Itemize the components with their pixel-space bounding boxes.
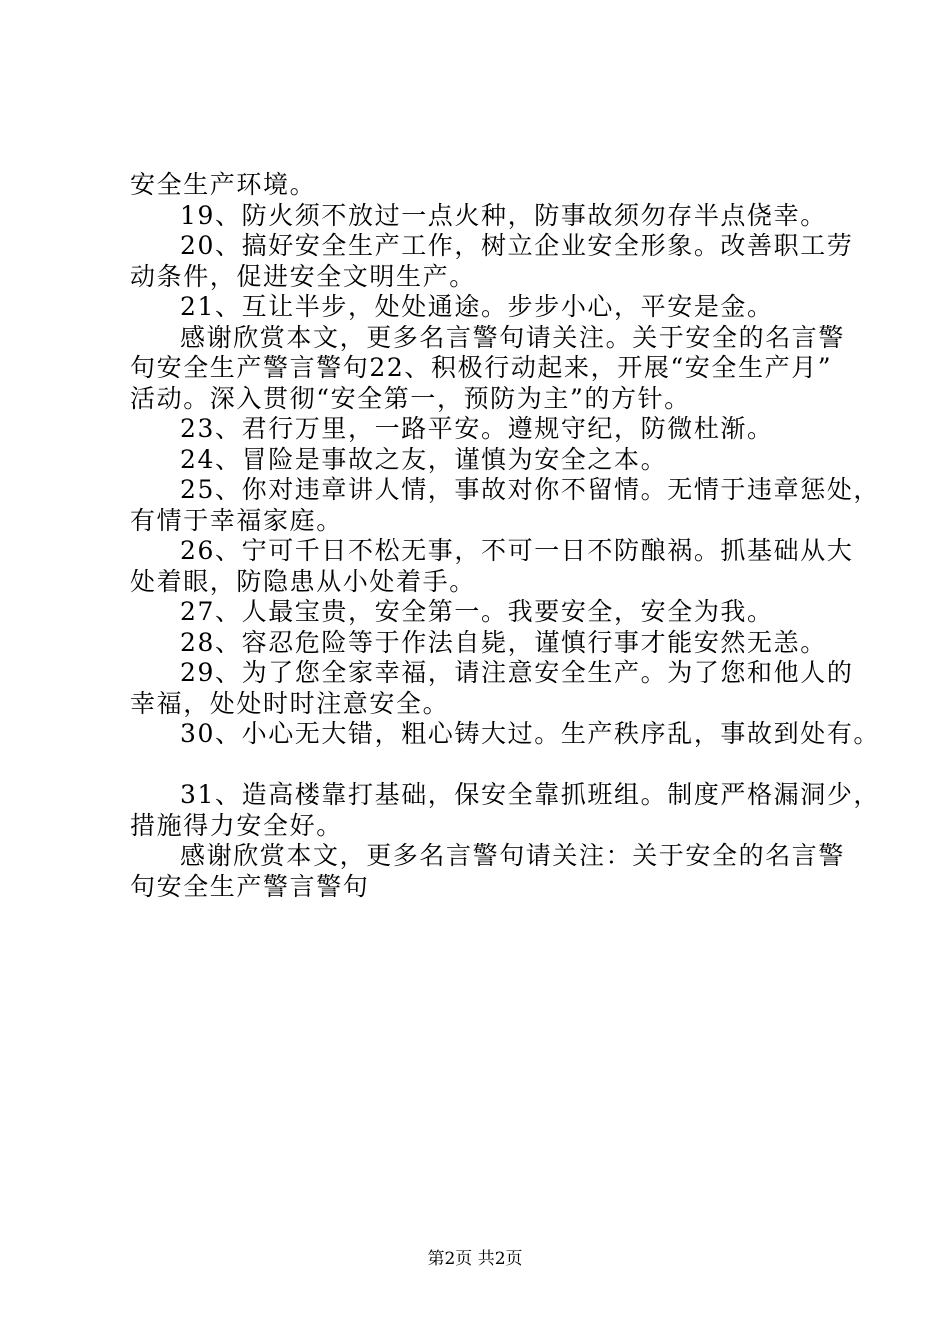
text-line: 31、造高楼靠打基础，保安全靠抓班组。制度严格漏洞少， xyxy=(180,780,881,809)
text-line: 19、防火须不放过一点火种，防事故须勿存半点侥幸。 xyxy=(180,200,827,230)
text-line: 句安全生产警言警句22、积极行动起来，开展“安全生产月” xyxy=(130,353,833,382)
text-line: 28、容忍危险等于作法自毙，谨慎行事才能安然无恙。 xyxy=(180,627,827,657)
text-line: 感谢欣赏本文，更多名言警句请关注。关于安全的名言警 xyxy=(180,322,846,352)
text-line: 感谢欣赏本文，更多名言警句请关注：关于安全的名言警 xyxy=(180,841,846,870)
page-footer: 第2页 共2页 xyxy=(427,1249,523,1269)
text-line: 安全生产环境。 xyxy=(130,170,317,199)
document-body xyxy=(130,170,881,902)
text-line: 30、小心无大错，粗心铸大过。生产秩序乱，事故到处有。 xyxy=(180,719,881,748)
text-line: 25、你对违章讲人情，事故对你不留情。无情于违章惩处， xyxy=(180,475,881,504)
text-line: 动条件，促进安全文明生产。 xyxy=(130,261,476,291)
text-line: 27、人最宝贵，安全第一。我要安全，安全为我。 xyxy=(180,597,774,626)
text-line: 20、搞好安全生产工作，树立企业安全形象。改善职工劳 xyxy=(180,231,854,260)
text-line: 处着眼，防隐患从小处着手。 xyxy=(130,566,476,596)
text-line: 句安全生产警言警句 xyxy=(130,871,370,901)
text-line: 措施得力安全好。 xyxy=(130,810,343,840)
text-line: 有情于幸福家庭。 xyxy=(130,505,343,535)
text-line: 23、君行万里，一路平安。遵规守纪，防微杜渐。 xyxy=(180,414,774,443)
text-line: 24、冒险是事故之友，谨慎为安全之本。 xyxy=(180,444,668,474)
text-line: 21、互让半步，处处通途。步步小心，平安是金。 xyxy=(180,292,774,321)
text-line: 26、宁可千日不松无事，不可一日不防酿祸。抓基础从大 xyxy=(180,536,854,565)
text-line: 活动。深入贯彻“安全第一，预防为主”的方针。 xyxy=(130,383,691,413)
text-line: 29、为了您全家幸福，请注意安全生产。为了您和他人的 xyxy=(180,658,854,687)
text-line: 幸福，处处时时注意安全。 xyxy=(130,688,450,718)
blank-line xyxy=(130,750,840,781)
